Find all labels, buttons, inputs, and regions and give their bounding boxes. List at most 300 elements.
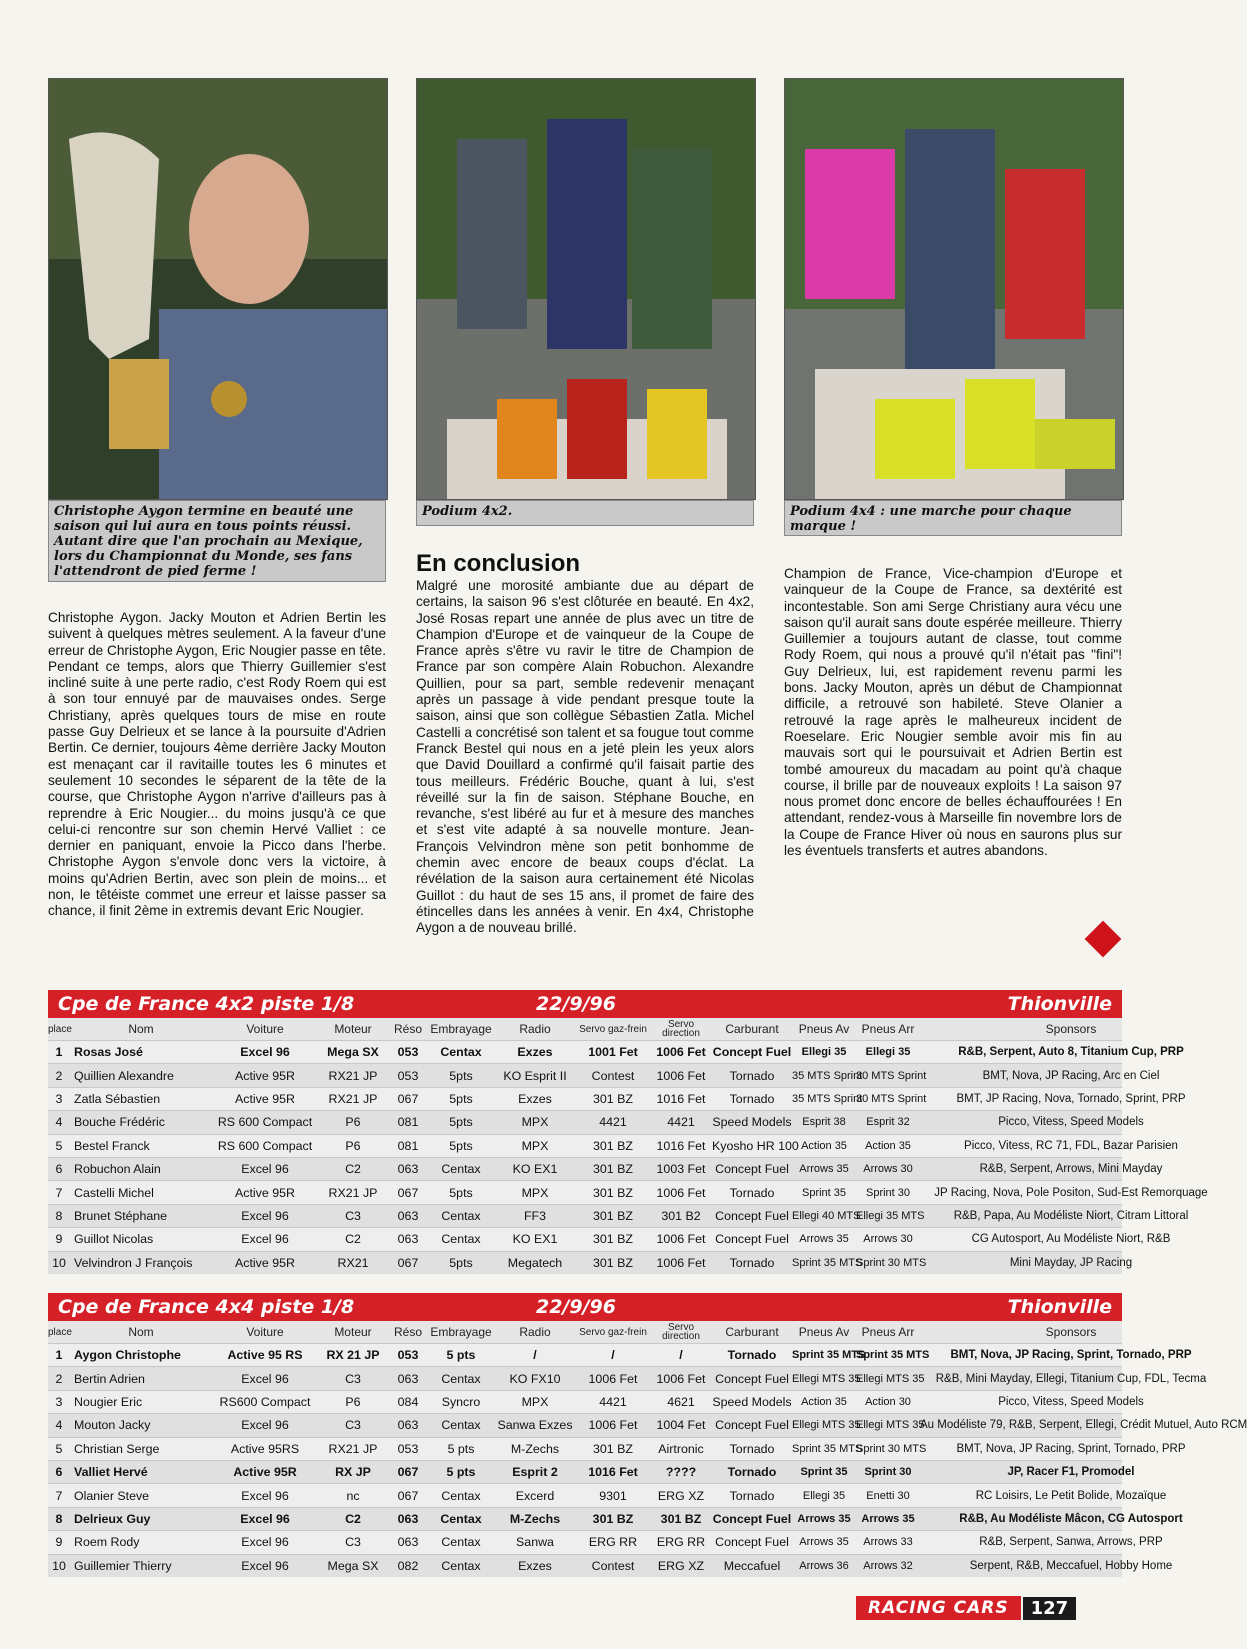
table-cell: Serpent, R&B, Meccafuel, Hobby Home bbox=[969, 1559, 1173, 1572]
table-row bbox=[48, 1437, 1186, 1460]
table-cell: 2 bbox=[55, 1068, 63, 1083]
table-cell: Sprint 35 MTS bbox=[856, 1349, 930, 1362]
table-cell: 1006 Fet bbox=[656, 1068, 706, 1083]
table-row bbox=[48, 1040, 1184, 1063]
table-cell: 9301 bbox=[599, 1488, 627, 1503]
table-cell: C3 bbox=[345, 1371, 361, 1386]
col-header: Servo gaz-frein bbox=[579, 1023, 647, 1035]
table-column-headers bbox=[48, 1018, 1122, 1040]
table-cell: 1001 Fet bbox=[588, 1045, 638, 1060]
table-row bbox=[48, 1343, 1192, 1366]
table-cell: BMT, JP Racing, Nova, Tornado, Sprint, PRP bbox=[956, 1092, 1186, 1105]
table-cell: Guillot Nicolas bbox=[74, 1232, 154, 1247]
table-cell: 081 bbox=[397, 1115, 419, 1130]
table-cell: Rosas José bbox=[74, 1045, 143, 1060]
table-cell: 30 MTS Sprint bbox=[856, 1069, 927, 1082]
table-cell: Centax bbox=[441, 1535, 481, 1550]
col-header: place bbox=[48, 1326, 72, 1338]
table-cell: 1 bbox=[55, 1045, 63, 1060]
article-column-3: Champion de France, Vice-champion d'Europe et vainqueur de la Coupe de France, sa dextérité est incontestable. Son ami Serge Christiany aura vécu une saison qu'il aurait sans doute espérée meilleure. Thierry Guillemier a toujours autant de classe, tout comme Rody Roem, qui nous a prouvé qu'il n'était pas "fini"! Guy Delrieux, lui, est rapidement revenu parmi les bons. Jacky Mouton, après un début de Championnat difficile, a retrouvé son habileté. Steve Olanier a retrouvé la rage après le malheureux incident de Roeselare. Eric Nougier semble avoir mis fin au mauvais sort qui le poursuivait et Adrien Bertin est tombé amoureux du macadam au point qu'à chaque course, il brille par de nouveaux exploits ! La saison 97 nous promet donc encore de belles échauffourées ! En attendant, rendez-vous à Marseille fin novembre lors de la Coupe de France Hiver où nous en saurons plus sur les éventuels transferts et autres abandons. bbox=[784, 566, 1122, 859]
table-cell: Picco, Vitess, RC 71, FDL, Bazar Parisien bbox=[964, 1139, 1178, 1152]
table-cell: P6 bbox=[345, 1138, 361, 1153]
table-cell: R&B, Serpent, Arrows, Mini Mayday bbox=[979, 1163, 1163, 1176]
table-cell: RX21 JP bbox=[328, 1068, 378, 1083]
table-cell: Zatla Sébastien bbox=[74, 1091, 161, 1106]
table-cell: RX 21 JP bbox=[326, 1348, 380, 1363]
col-header: Réso bbox=[393, 1325, 422, 1339]
table-cell: Quillien Alexandre bbox=[74, 1068, 174, 1083]
table-cell: 1006 Fet bbox=[656, 1185, 706, 1200]
table-cell: C3 bbox=[345, 1418, 361, 1433]
results-table-4x4 bbox=[48, 1293, 1247, 1577]
end-mark-diamond bbox=[1085, 921, 1122, 958]
table-cell: Velvindron J François bbox=[74, 1255, 193, 1270]
table-cell: Active 95 RS bbox=[227, 1348, 303, 1363]
table-title: Cpe de France 4x2 piste 1/8 bbox=[58, 993, 355, 1015]
table-row bbox=[48, 1483, 1167, 1506]
table-cell: 301 B2 bbox=[661, 1208, 701, 1223]
caption-podium-4x2: Podium 4x2. bbox=[416, 500, 754, 526]
table-cell: 067 bbox=[397, 1091, 419, 1106]
table-cell: RC Loisirs, Le Petit Bolide, Mozaïque bbox=[975, 1489, 1167, 1502]
col-header: Pneus Av bbox=[798, 1022, 850, 1036]
table-row bbox=[48, 1554, 1173, 1577]
table-cell: Arrows 30 bbox=[863, 1233, 913, 1246]
table-cell: 4 bbox=[55, 1115, 63, 1130]
table-cell: 067 bbox=[397, 1185, 419, 1200]
table-cell: Contest bbox=[591, 1068, 635, 1083]
table-cell: Meccafuel bbox=[723, 1558, 781, 1573]
table-cell: Arrows 36 bbox=[799, 1559, 849, 1572]
table-cell: 6 bbox=[55, 1162, 63, 1177]
table-cell: 053 bbox=[397, 1045, 419, 1060]
col-header: Nom bbox=[128, 1325, 154, 1339]
table-cell: Tornado bbox=[729, 1068, 775, 1083]
photo-podium-4x4 bbox=[784, 78, 1124, 500]
table-row bbox=[48, 1134, 1178, 1157]
table-date: 22/9/96 bbox=[536, 1296, 616, 1318]
table-cell: C2 bbox=[345, 1232, 361, 1247]
table-cell: 4621 bbox=[667, 1394, 695, 1409]
table-cell: Active 95R bbox=[235, 1068, 295, 1083]
table-cell: nc bbox=[346, 1488, 360, 1503]
table-cell: Centax bbox=[441, 1418, 481, 1433]
table-cell: P6 bbox=[345, 1115, 361, 1130]
results-table-4x2 bbox=[48, 990, 1208, 1274]
col-header: Embrayage bbox=[430, 1022, 492, 1036]
table-cell: Bertin Adrien bbox=[74, 1371, 145, 1386]
table-cell: 5 pts bbox=[447, 1441, 475, 1456]
table-cell: 082 bbox=[397, 1558, 419, 1573]
table-cell: Sprint 35 MTS bbox=[792, 1256, 863, 1269]
table-cell: R&B, Serpent, Sanwa, Arrows, PRP bbox=[979, 1536, 1163, 1549]
col-header: Embrayage bbox=[430, 1325, 492, 1339]
table-cell: Christian Serge bbox=[74, 1441, 160, 1456]
table-row bbox=[48, 1227, 1171, 1250]
table-cell: Ellegi 35 bbox=[865, 1046, 911, 1059]
table-cell: Delrieux Guy bbox=[74, 1511, 151, 1526]
table-row bbox=[48, 1366, 1207, 1389]
table-cell: Concept Fuel bbox=[715, 1535, 789, 1550]
table-cell: Action 35 bbox=[801, 1139, 847, 1152]
table-cell: JP, Racer F1, Promodel bbox=[1007, 1466, 1135, 1479]
table-cell: Roem Rody bbox=[74, 1535, 140, 1550]
table-cell: Arrows 35 bbox=[799, 1163, 849, 1176]
table-cell: Mouton Jacky bbox=[74, 1418, 151, 1433]
table-cell: BMT, Nova, JP Racing, Arc en Ciel bbox=[982, 1069, 1160, 1082]
col-header: Voiture bbox=[246, 1325, 284, 1339]
table-cell: RS 600 Compact bbox=[217, 1115, 313, 1130]
table-cell: Airtronic bbox=[658, 1441, 704, 1456]
table-cell: MPX bbox=[521, 1185, 549, 1200]
table-cell: Arrows 30 bbox=[863, 1163, 913, 1176]
table-cell: 7 bbox=[55, 1488, 63, 1503]
table-cell: Ellegi 35 MTS bbox=[856, 1209, 925, 1222]
table-cell: Sprint 35 bbox=[800, 1466, 848, 1479]
table-cell: P6 bbox=[345, 1394, 361, 1409]
table-cell: Ellegi 35 bbox=[801, 1046, 847, 1059]
article-column-2: Malgré une morosité ambiante due au départ de certains, la saison 96 s'est clôturée en beauté. En 4x2, José Rosas repart une année de plus avec un titre de Champion d'Europe et de vainqueur de la Coupe de France après s'être vu ravir le titre de Champion de France par son compère Alain Robuchon. Alexandre Quillien, pour sa part, semble redevenir menaçant après un passage à vide pendant presque toute la saison, ainsi que son collègue Sébastien Zatla. Michel Castelli a concrétisé son talent et sa fougue tout comme Franck Bestel qui nous en a jeté plein les yeux alors que David Douillard a confirmé qu'il faisait partie des tous meilleurs. Frédéric Bouche, quant à lui, s'est réveillé sur la fin de saison. Stéphane Bouche, en revanche, s'est libéré au fur et à mesure des manches et s'est vite adapté à sa nouvelle monture. Jean-François Velvindron mène son petit bonhomme de chemin avec encore de beaux coups d'éclat. La révélation de la saison aura certainement été Nicolas Guillot : du haut de ses 15 ans, il promet de faire des étincelles dans les années à venir. En 4x4, Christophe Aygon a de nouveau brillé. bbox=[416, 578, 754, 936]
table-cell: Action 35 bbox=[801, 1395, 847, 1408]
table-cell: Excel 96 bbox=[241, 1208, 289, 1223]
table-cell: Centax bbox=[441, 1558, 481, 1573]
table-cell: R&B, Mini Mayday, Ellegi, Titanium Cup, FDL, Tecma bbox=[935, 1372, 1207, 1385]
table-cell: 301 BZ bbox=[593, 1162, 633, 1177]
table-cell: ???? bbox=[665, 1465, 697, 1480]
page-number: 127 bbox=[1023, 1597, 1077, 1620]
table-cell: 1016 Fet bbox=[656, 1091, 706, 1106]
table-cell: R&B, Serpent, Auto 8, Titanium Cup, PRP bbox=[958, 1046, 1184, 1059]
table-cell: Castelli Michel bbox=[74, 1185, 154, 1200]
table-cell: MPX bbox=[521, 1394, 549, 1409]
table-city: Thionville bbox=[1007, 993, 1112, 1015]
table-cell: M-Zechs bbox=[509, 1511, 561, 1526]
table-cell: Centax bbox=[441, 1208, 481, 1223]
table-cell: 7 bbox=[55, 1185, 63, 1200]
table-cell: Tornado bbox=[729, 1255, 775, 1270]
col-header: Servo direction bbox=[662, 1019, 700, 1039]
table-cell: Action 35 bbox=[865, 1139, 911, 1152]
table-cell: C2 bbox=[345, 1511, 361, 1526]
table-cell: 1006 Fet bbox=[588, 1371, 638, 1386]
table-cell: BMT, Nova, JP Racing, Sprint, Tornado, PRP bbox=[950, 1349, 1192, 1362]
table-cell: 063 bbox=[397, 1162, 419, 1177]
table-cell: Concept Fuel bbox=[712, 1045, 792, 1060]
table-cell: M-Zechs bbox=[510, 1441, 560, 1456]
table-cell: RX21 bbox=[337, 1255, 369, 1270]
table-cell: Guillemier Thierry bbox=[74, 1558, 172, 1573]
table-cell: Megatech bbox=[507, 1255, 563, 1270]
col-header: Moteur bbox=[334, 1325, 372, 1339]
table-cell: RS600 Compact bbox=[219, 1394, 311, 1409]
table-cell: Tornado bbox=[729, 1441, 775, 1456]
table-cell: Arrows 33 bbox=[863, 1536, 913, 1549]
table-cell: Ellegi 40 MTS bbox=[792, 1209, 861, 1222]
table-cell: Active 95R bbox=[235, 1091, 295, 1106]
table-cell: CG Autosport, Au Modéliste Niort, R&B bbox=[971, 1233, 1171, 1246]
table-cell: KO FX10 bbox=[509, 1371, 561, 1386]
table-cell: 063 bbox=[397, 1371, 419, 1386]
table-cell: Sprint 35 MTS bbox=[792, 1349, 866, 1362]
table-cell: Ellegi MTS 35 bbox=[856, 1372, 925, 1385]
table-cell: Speed Models bbox=[712, 1115, 792, 1130]
col-header: Nom bbox=[128, 1022, 154, 1036]
table-cell: Sprint 30 MTS bbox=[856, 1256, 927, 1269]
table-date: 22/9/96 bbox=[536, 993, 616, 1015]
table-cell: Action 30 bbox=[865, 1395, 911, 1408]
table-cell: Enetti 30 bbox=[866, 1489, 910, 1502]
table-cell: MPX bbox=[521, 1115, 549, 1130]
table-cell: 301 BZ bbox=[593, 1138, 633, 1153]
table-cell: Centax bbox=[441, 1371, 481, 1386]
table-cell: Sprint 30 bbox=[865, 1186, 911, 1199]
table-cell: Sprint 30 bbox=[864, 1466, 912, 1479]
table-row bbox=[48, 1390, 1144, 1413]
col-header: Radio bbox=[519, 1022, 551, 1036]
table-cell: / bbox=[679, 1348, 683, 1363]
table-cell: Centax bbox=[441, 1488, 481, 1503]
table-cell: 10 bbox=[52, 1255, 66, 1270]
table-cell: 053 bbox=[397, 1348, 419, 1363]
table-cell: Excel 96 bbox=[241, 1488, 289, 1503]
table-cell: 1016 Fet bbox=[656, 1138, 706, 1153]
table-cell: / bbox=[533, 1348, 537, 1363]
table-cell: BMT, Nova, JP Racing, Sprint, Tornado, PRP bbox=[956, 1442, 1186, 1455]
table-cell: 063 bbox=[397, 1208, 419, 1223]
table-cell: Aygon Christophe bbox=[74, 1348, 181, 1363]
table-cell: Sprint 35 bbox=[801, 1186, 847, 1199]
article-column-1: Christophe Aygon. Jacky Mouton et Adrien Bertin les suivent à quelques mètres seulement. A la faveur d'une erreur de Christophe Aygon, Eric Nougier passe en tête. Pendant ce temps, alors que Thierry Guillemier s'est incliné suite à une perte radio, c'est Rody Roem qui est à son tour ennuyé par de mauvaises ondes. Serge Christiany, après quelques tours de mise en route passe Guy Delrieux et se lance à la poursuite d'Adrien Bertin. Ce dernier, toujours 4ème derrière Jacky Mouton est menaçant car il ravitaille toutes les 6 minutes et seulement 10 secondes le séparent de la tête de la course, que Christophe Aygon n'arrive d'ailleurs pas à reprendre à Eric Nougier... du moins jusqu'à ce que celui-ci rencontre sur son chemin Hervé Valliet : ce dernier en paniquant, envoie la Picco dans l'herbe. Christophe Aygon s'envole donc vers la victoire, à moins qu'Adrien Bertin, avec son plein de moins... et non, le têtéiste commet une erreur et laisse passer sa chance, il finit 2ème in extremis devant Eric Nougier. bbox=[48, 610, 386, 919]
table-cell: RX JP bbox=[335, 1465, 371, 1480]
table-cell: Arrows 35 bbox=[797, 1512, 851, 1525]
table-cell: Excel 96 bbox=[240, 1045, 290, 1060]
col-header: Sponsors bbox=[1045, 1022, 1097, 1036]
table-cell: Mini Mayday, JP Racing bbox=[1009, 1256, 1133, 1269]
table-cell: ERG XZ bbox=[657, 1558, 705, 1573]
table-cell: Bouche Frédéric bbox=[74, 1115, 165, 1130]
table-cell: 301 BZ bbox=[593, 1208, 633, 1223]
section-heading: En conclusion bbox=[416, 550, 581, 577]
table-cell: Ellegi MTS 35 bbox=[792, 1372, 861, 1385]
table-cell: 5pts bbox=[449, 1115, 473, 1130]
table-cell: 063 bbox=[397, 1418, 419, 1433]
table-cell: 301 BZ bbox=[593, 1441, 633, 1456]
table-cell: C2 bbox=[345, 1162, 361, 1177]
col-header: Radio bbox=[519, 1325, 551, 1339]
table-cell: R&B, Papa, Au Modéliste Niort, Citram Littoral bbox=[953, 1209, 1189, 1222]
table-cell: Mega SX bbox=[327, 1045, 379, 1060]
col-header: Pneus Arr bbox=[861, 1325, 915, 1339]
table-cell: Mega SX bbox=[327, 1558, 379, 1573]
table-cell: 063 bbox=[397, 1535, 419, 1550]
table-cell: 6 bbox=[55, 1465, 63, 1480]
table-cell: 301 BZ bbox=[592, 1511, 634, 1526]
table-body bbox=[48, 1040, 1208, 1274]
table-cell: 1006 Fet bbox=[588, 1418, 638, 1433]
table-cell: 301 BZ bbox=[593, 1091, 633, 1106]
table-cell: Ellegi MTS 35 bbox=[856, 1419, 925, 1432]
table-cell: Contest bbox=[591, 1558, 635, 1573]
table-row bbox=[48, 1204, 1189, 1227]
table-title-bar bbox=[48, 1293, 1122, 1321]
table-cell: Tornado bbox=[729, 1488, 775, 1503]
table-cell: RX21 JP bbox=[328, 1441, 378, 1456]
table-cell: Excel 96 bbox=[241, 1371, 289, 1386]
table-cell: Centax bbox=[440, 1045, 482, 1060]
table-cell: 053 bbox=[397, 1441, 419, 1456]
table-cell: 1003 Fet bbox=[656, 1162, 706, 1177]
table-title: Cpe de France 4x4 piste 1/8 bbox=[58, 1296, 355, 1318]
table-cell: Exzes bbox=[518, 1558, 552, 1573]
table-cell: MPX bbox=[521, 1138, 549, 1153]
table-cell: Concept Fuel bbox=[712, 1511, 792, 1526]
table-cell: KO EX1 bbox=[512, 1232, 558, 1247]
table-cell: 084 bbox=[397, 1394, 419, 1409]
table-cell: Picco, Vitess, Speed Models bbox=[998, 1116, 1144, 1129]
table-row bbox=[48, 1087, 1186, 1110]
table-row bbox=[48, 1063, 1160, 1086]
table-cell: 5 bbox=[55, 1441, 63, 1456]
table-row bbox=[48, 1180, 1208, 1203]
table-cell: 1006 Fet bbox=[656, 1371, 706, 1386]
table-cell: C3 bbox=[345, 1535, 361, 1550]
table-cell: Excel 96 bbox=[241, 1162, 289, 1177]
table-cell: Active 95RS bbox=[230, 1441, 300, 1456]
table-cell: Excel 96 bbox=[240, 1511, 290, 1526]
table-cell: C3 bbox=[345, 1208, 361, 1223]
table-cell: 30 MTS Sprint bbox=[856, 1092, 927, 1105]
table-cell: Excel 96 bbox=[241, 1418, 289, 1433]
table-body bbox=[48, 1343, 1247, 1577]
table-column-headers bbox=[48, 1321, 1122, 1343]
table-cell: Exzes bbox=[518, 1091, 552, 1106]
col-header: Carburant bbox=[725, 1022, 779, 1036]
table-cell: KO EX1 bbox=[512, 1162, 558, 1177]
col-header: Pneus Av bbox=[798, 1325, 850, 1339]
table-cell: 2 bbox=[55, 1371, 63, 1386]
table-cell: Tornado bbox=[727, 1465, 777, 1480]
table-cell: RS 600 Compact bbox=[217, 1138, 313, 1153]
table-cell: 301 BZ bbox=[593, 1185, 633, 1200]
table-cell: 1016 Fet bbox=[588, 1465, 638, 1480]
table-cell: Active 95R bbox=[235, 1185, 295, 1200]
table-cell: 5 pts bbox=[446, 1465, 476, 1480]
table-cell: Au Modéliste 79, R&B, Serpent, Ellegi, Crédit Mutuel, Auto RCM bbox=[920, 1419, 1247, 1432]
table-cell: 4421 bbox=[599, 1115, 627, 1130]
table-row bbox=[48, 1413, 1247, 1436]
table-cell: Concept Fuel bbox=[715, 1371, 789, 1386]
table-cell: 1004 Fet bbox=[656, 1418, 706, 1433]
table-cell: 35 MTS Sprint bbox=[792, 1069, 863, 1082]
table-cell: 081 bbox=[397, 1138, 419, 1153]
table-cell: Syncro bbox=[441, 1394, 481, 1409]
table-cell: 4421 bbox=[599, 1394, 627, 1409]
table-cell: KO Esprit II bbox=[503, 1068, 567, 1083]
table-cell: Excel 96 bbox=[241, 1535, 289, 1550]
table-cell: 1006 Fet bbox=[656, 1045, 706, 1060]
table-row bbox=[48, 1251, 1133, 1274]
table-cell: Excel 96 bbox=[241, 1232, 289, 1247]
table-cell: 1 bbox=[55, 1348, 63, 1363]
table-cell: 301 BZ bbox=[593, 1255, 633, 1270]
table-cell: FF3 bbox=[523, 1208, 547, 1223]
table-cell: Sanwa bbox=[516, 1535, 554, 1550]
table-row bbox=[48, 1530, 1163, 1553]
table-cell: 5 pts bbox=[446, 1348, 476, 1363]
table-cell: Excel 96 bbox=[241, 1558, 289, 1573]
table-cell: 9 bbox=[55, 1535, 63, 1550]
table-cell: Tornado bbox=[729, 1185, 775, 1200]
table-cell: Arrows 35 bbox=[799, 1536, 849, 1549]
table-cell: Kyosho HR 100 bbox=[712, 1138, 799, 1153]
table-cell: Sprint 35 MTS bbox=[792, 1442, 863, 1455]
table-cell: Concept Fuel bbox=[715, 1418, 789, 1433]
table-cell: 5pts bbox=[449, 1138, 473, 1153]
table-cell: Tornado bbox=[727, 1348, 777, 1363]
table-cell: ERG XZ bbox=[657, 1488, 705, 1503]
table-cell: Speed Models bbox=[712, 1394, 792, 1409]
col-header: Carburant bbox=[725, 1325, 779, 1339]
table-cell: 5pts bbox=[449, 1091, 473, 1106]
col-header: Voiture bbox=[246, 1022, 284, 1036]
table-row bbox=[48, 1110, 1144, 1133]
table-cell: Exzes bbox=[517, 1045, 553, 1060]
table-cell: 5pts bbox=[449, 1255, 473, 1270]
table-cell: Esprit 38 bbox=[802, 1116, 846, 1129]
table-cell: 3 bbox=[55, 1091, 63, 1106]
table-cell: Robuchon Alain bbox=[74, 1162, 161, 1177]
caption-podium-4x4: Podium 4x4 : une marche pour chaque marque ! bbox=[784, 500, 1122, 536]
table-cell: 301 BZ bbox=[660, 1511, 702, 1526]
table-cell: 1006 Fet bbox=[656, 1255, 706, 1270]
table-cell: 5 bbox=[55, 1138, 63, 1153]
table-cell: 9 bbox=[55, 1232, 63, 1247]
table-cell: 5pts bbox=[449, 1068, 473, 1083]
table-cell: R&B, Au Modéliste Mâcon, CG Autosport bbox=[959, 1512, 1183, 1525]
table-cell: Esprit 32 bbox=[866, 1116, 910, 1129]
table-cell: Active 95R bbox=[235, 1255, 295, 1270]
table-city: Thionville bbox=[1007, 1296, 1112, 1318]
table-cell: 063 bbox=[397, 1232, 419, 1247]
table-cell: Centax bbox=[441, 1232, 481, 1247]
table-cell: 1006 Fet bbox=[656, 1232, 706, 1247]
col-header: Sponsors bbox=[1045, 1325, 1097, 1339]
table-cell: Brunet Stéphane bbox=[74, 1208, 168, 1223]
table-cell: 063 bbox=[397, 1511, 419, 1526]
table-cell: ERG RR bbox=[588, 1535, 638, 1550]
page-footer bbox=[856, 1596, 1076, 1620]
table-title-bar bbox=[48, 990, 1122, 1018]
table-cell: 067 bbox=[397, 1488, 419, 1503]
col-header: Moteur bbox=[334, 1022, 372, 1036]
table-cell: RX21 JP bbox=[328, 1091, 378, 1106]
table-cell: Nougier Eric bbox=[74, 1394, 143, 1409]
table-cell: Centax bbox=[440, 1511, 482, 1526]
table-cell: 067 bbox=[397, 1465, 419, 1480]
table-cell: Tornado bbox=[729, 1091, 775, 1106]
table-cell: 4 bbox=[55, 1418, 63, 1433]
table-cell: 067 bbox=[397, 1255, 419, 1270]
magazine-brand: RACING CARS bbox=[856, 1596, 1021, 1620]
table-cell: Ellegi 35 bbox=[802, 1489, 846, 1502]
table-cell: JP Racing, Nova, Pole Positon, Sud-Est Remorquage bbox=[934, 1186, 1208, 1199]
caption-aygon: Christophe Aygon termine en beauté une saison qui lui aura en tous points réussi. Autant dire que l'an prochain au Mexique, lors du Championnat du Monde, ses fans l'attendront de pied ferme ! bbox=[48, 500, 386, 582]
table-row bbox=[48, 1157, 1163, 1180]
table-cell: Picco, Vitess, Speed Models bbox=[998, 1395, 1144, 1408]
table-cell: Ellegi MTS 35 bbox=[792, 1419, 861, 1432]
table-cell: Concept Fuel bbox=[715, 1232, 789, 1247]
table-cell: Centax bbox=[441, 1162, 481, 1177]
